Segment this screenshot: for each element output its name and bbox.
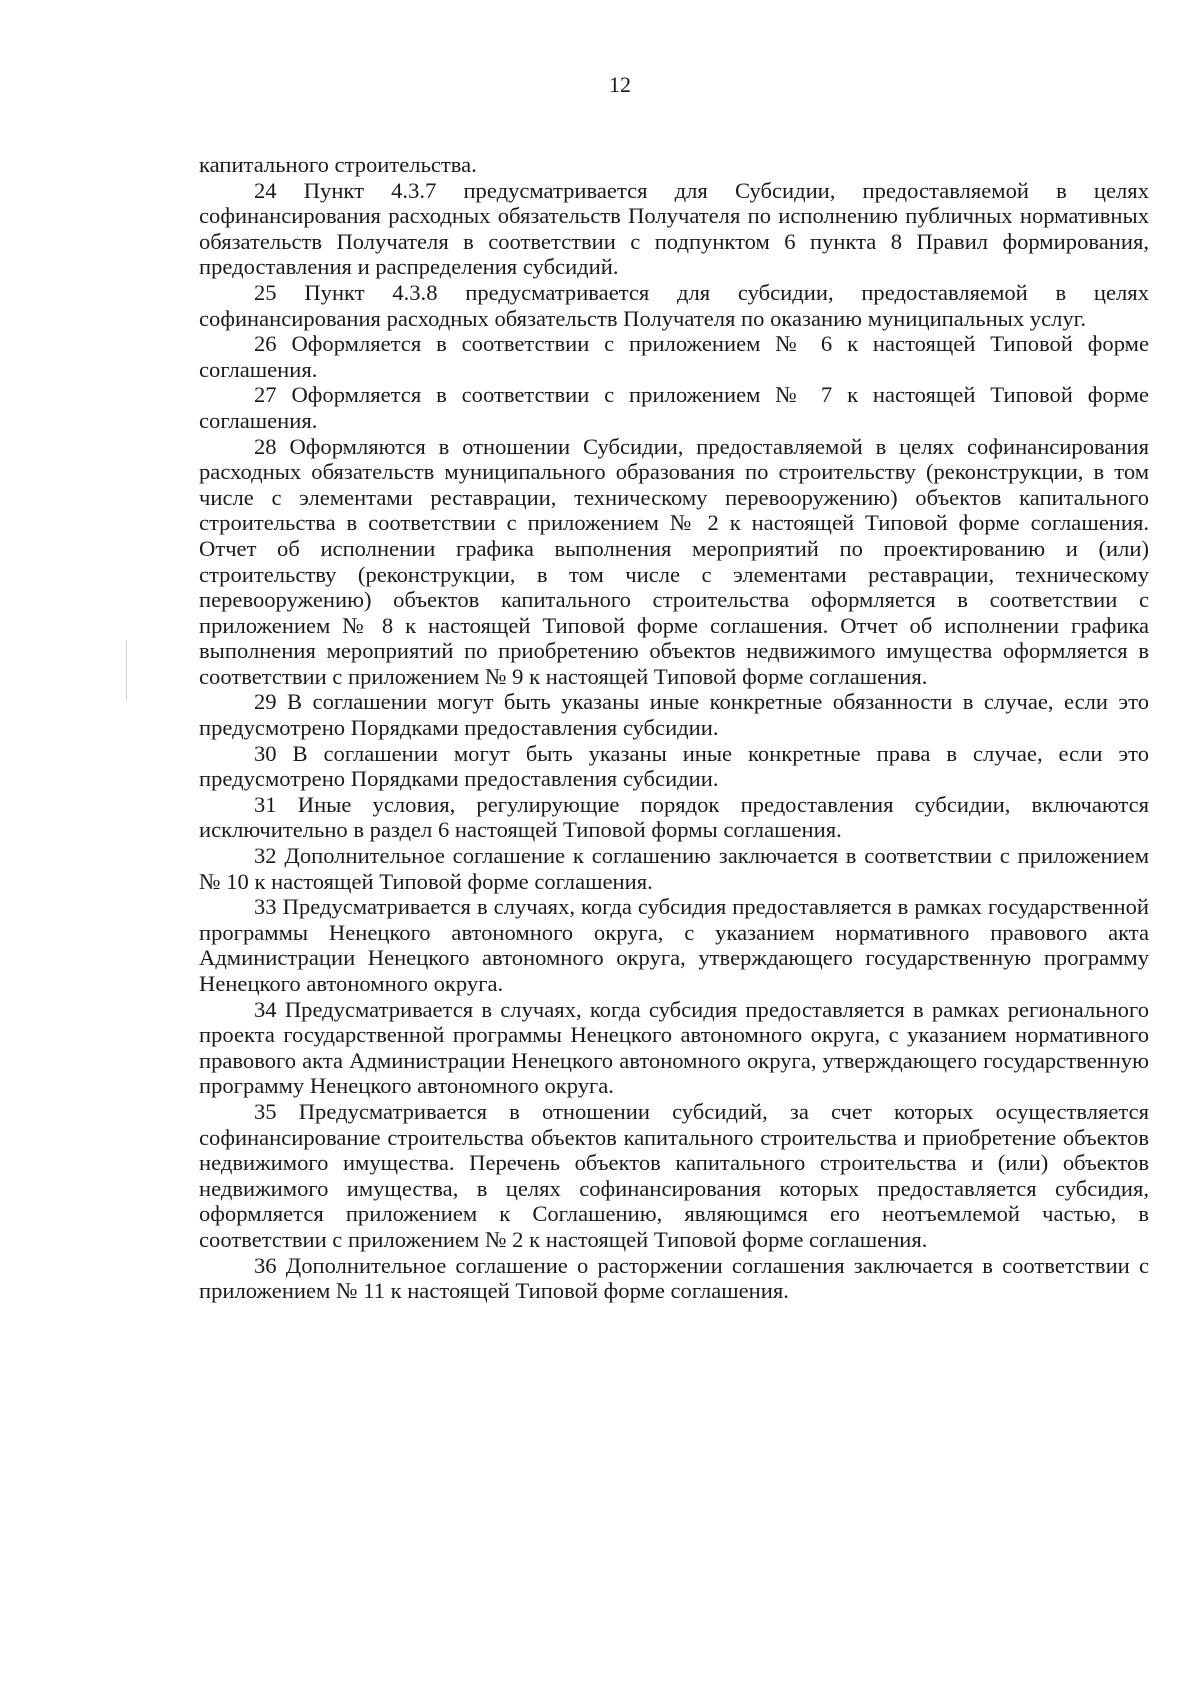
footnote-31: 31 Иные условия, регулирующие порядок предоставления субсидии, включаются исключительно в раздел 6 настоящей Типовой формы соглашения.: [199, 791, 1149, 843]
footnote-29: 29 В соглашении могут быть указаны иные конкретные обязанности в случае, если это предусмотрено Порядками предоставления субсидии.: [199, 689, 1149, 741]
footnote-24: 24 Пункт 4.3.7 предусматривается для Субсидии, предоставляемой в целях софинансирования расходных обязательств Получателя по исполнению публичных нормативных обязательств Получателя в соответствии с подпунктом 6 пункта 8 Правил формирования, предоставления и распределения субсидий.: [199, 177, 1149, 280]
footnote-25: 25 Пункт 4.3.8 предусматривается для субсидии, предоставляемой в целях софинансирования расходных обязательств Получателя по оказанию муниципальных услуг.: [199, 279, 1149, 331]
footnote-36: 36 Дополнительное соглашение о расторжении соглашения заключается в соответствии с приложением № 11 к настоящей Типовой форме соглашения.: [199, 1252, 1149, 1304]
footnote-35: 35 Предусматривается в отношении субсидий, за счет которых осуществляется софинансирование строительства объектов капитального строительства и приобретение объектов недвижимого имущества. Перечень объектов капитального строительства и (или) объектов недвижимого имущества, в целях софинансирования которых предоставляется субсидия, оформляется приложением к Соглашению, являющимся его неотъемлемой частью, в соответствии с приложением № 2 к настоящей Типовой форме соглашения.: [199, 1098, 1149, 1252]
footnote-28: 28 Оформляются в отношении Субсидии, предоставляемой в целях софинансирования расходных обязательств муниципального образования по строительству (реконструкции, в том числе с элементами реставрации, техническому перевооружению) объектов капитального строительства в соответствии с приложением № 2 к настоящей Типовой форме соглашения. Отчет об исполнении графика выполнения мероприятий по проектированию и (или) строительству (реконструкции, в том числе с элементами реставрации, техническому перевооружению) объектов капитального строительства оформляется в соответствии с приложением № 8 к настоящей Типовой форме соглашения. Отчет об исполнении графика выполнения мероприятий по приобретению объектов недвижимого имущества оформляется в соответствии с приложением № 9 к настоящей Типовой форме соглашения.: [199, 433, 1149, 689]
footnotes-body: [199, 152, 1149, 1304]
scan-artifact: [126, 640, 127, 700]
paragraph-continuation: капитального строительства.: [199, 152, 477, 177]
footnote-26: 26 Оформляется в соответствии с приложением № 6 к настоящей Типовой форме соглашения.: [199, 331, 1149, 382]
footnote-33: 33 Предусматривается в случаях, когда субсидия предоставляется в рамках государственной программы Ненецкого автономного округа, с указанием нормативного правового акта Администрации Ненецкого автономного округа, утверждающего государственную программу Ненецкого автономного округа.: [199, 894, 1149, 996]
footnote-34: 34 Предусматривается в случаях, когда субсидия предоставляется в рамках регионального проекта государственной программы Ненецкого автономного округа, с указанием нормативного правового акта Администрации Ненецкого автономного округа, утверждающего государственную программу Ненецкого автономного округа.: [199, 996, 1149, 1099]
page-number: 12: [609, 72, 631, 97]
footnote-32: 32 Дополнительное соглашение к соглашению заключается в соответствии с приложением № 10 к настоящей Типовой форме соглашения.: [199, 843, 1149, 894]
footnote-27: 27 Оформляется в соответствии с приложением № 7 к настоящей Типовой форме соглашения.: [199, 382, 1149, 433]
footnote-30: 30 В соглашении могут быть указаны иные конкретные права в случае, если это предусмотрено Порядками предоставления субсидии.: [199, 740, 1149, 792]
